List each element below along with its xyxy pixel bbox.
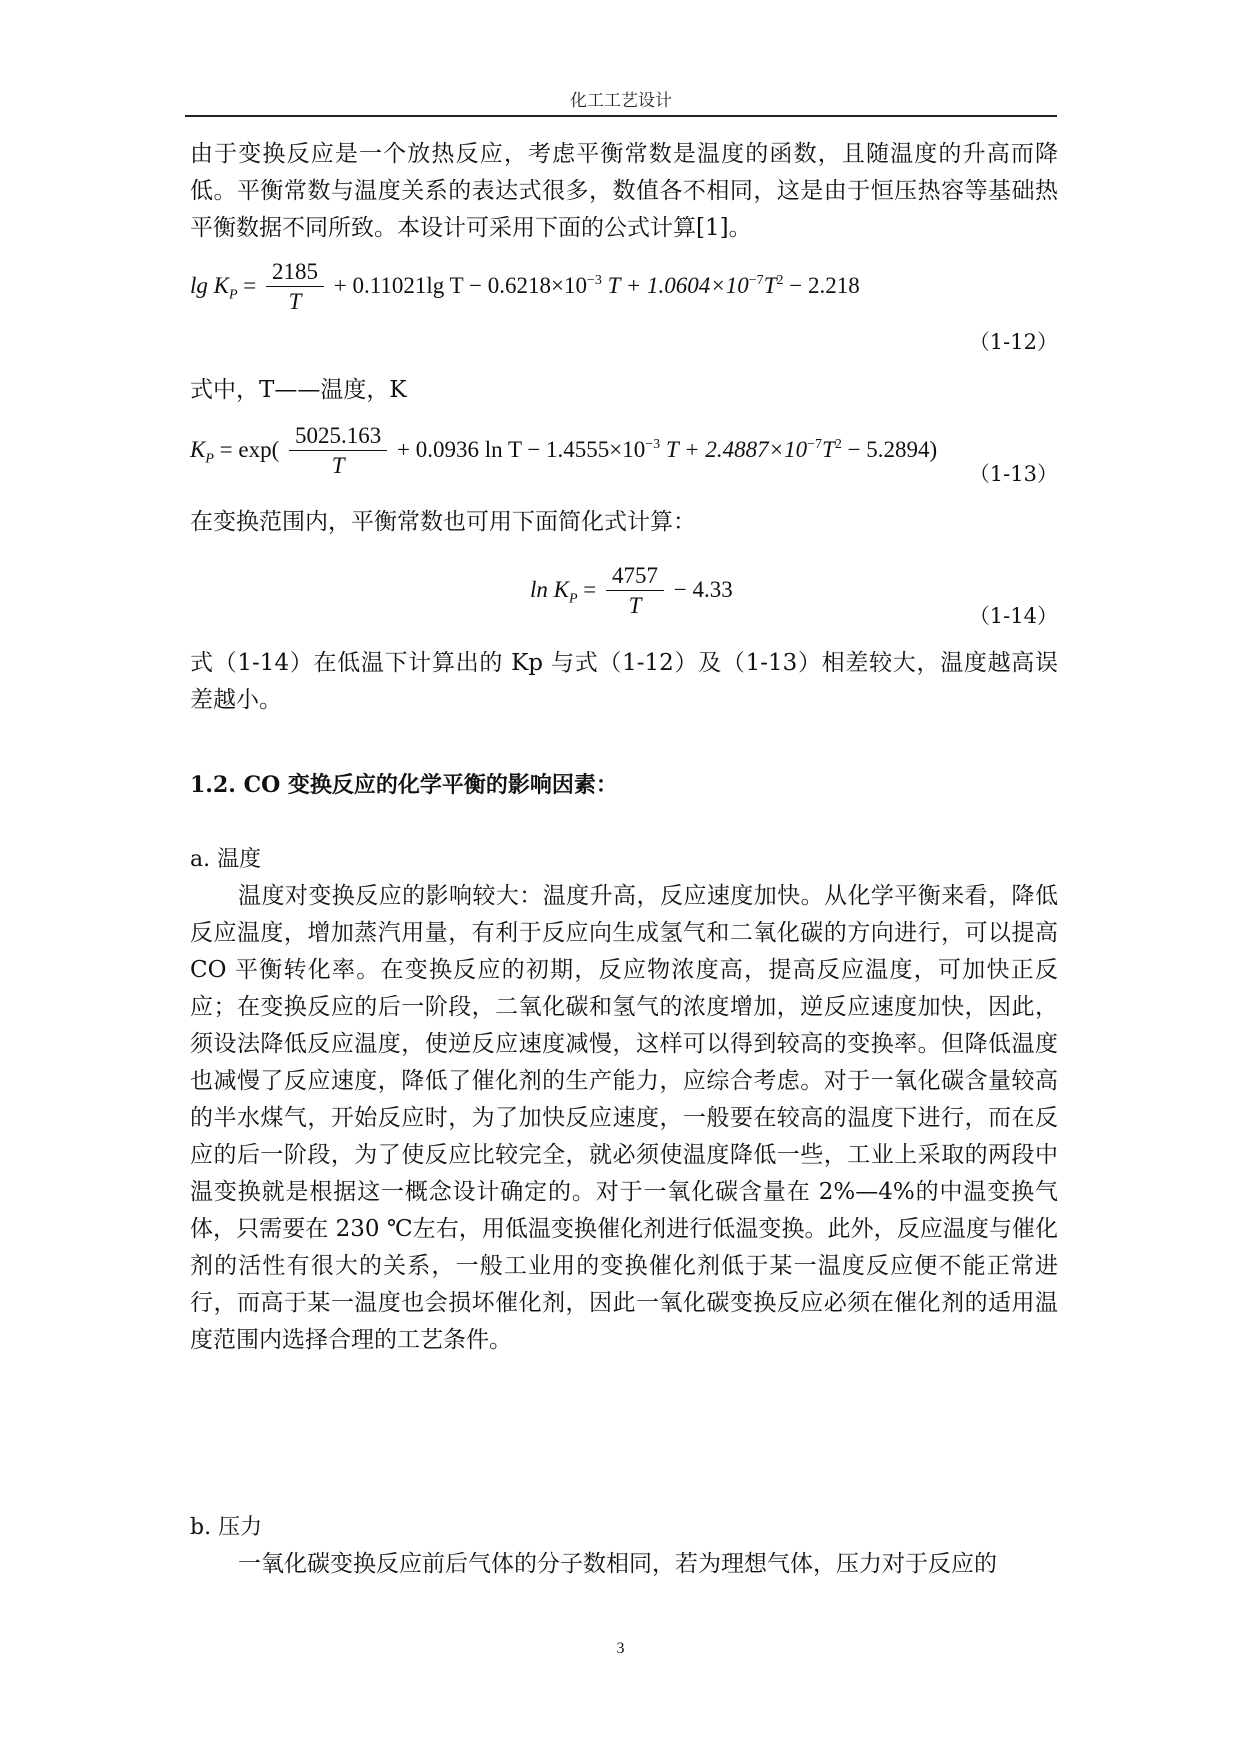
equation-1-14	[530, 562, 733, 621]
eq3-denominator: T	[628, 593, 642, 618]
page-number: 3	[616, 1640, 625, 1657]
eq3-tail: − 4.33	[673, 576, 733, 602]
eq2-t1: T + 2.4887×10	[665, 436, 808, 462]
eq1-rest: + 0.11021lg T − 0.6218×10	[333, 272, 587, 298]
eq1-fraction	[266, 258, 324, 317]
eq3-op: =	[583, 576, 597, 602]
header-rule	[185, 115, 1057, 117]
eq2-denominator: T	[331, 453, 345, 478]
eq1-op: =	[243, 272, 257, 298]
eq1-exp3: 2	[776, 273, 784, 289]
eq2-exp3: 2	[834, 437, 842, 453]
eq2-exp1: −3	[645, 437, 661, 453]
page-header: 化工工艺设计	[570, 91, 672, 111]
eq1-t2: T	[763, 272, 777, 298]
eq3-lhs-sub: P	[568, 591, 578, 607]
equation-1-13	[190, 422, 937, 481]
eq2-t2: T	[822, 436, 835, 462]
eq2-tail: − 5.2894)	[847, 436, 938, 462]
equation-number-1-12: （1-12）	[968, 330, 1058, 354]
eq2-exp2: −7	[807, 437, 823, 453]
item-label-temperature: a. 温度	[190, 847, 262, 872]
item-label-pressure: b. 压力	[190, 1515, 263, 1540]
eq1-exp2: −7	[748, 273, 764, 289]
eq1-note: 式中，T——温度，K	[190, 377, 407, 403]
pressure-paragraph: 一氧化碳变换反应前后气体的分子数相同，若为理想气体，压力对于反应的	[238, 1551, 997, 1577]
eq2-lhs: K	[190, 436, 206, 462]
equation-number-1-14: （1-14）	[968, 604, 1058, 628]
eq2-lhs-sub: P	[205, 451, 214, 467]
eq1-lhs: lg K	[190, 272, 229, 298]
eq2-op: = exp(	[219, 436, 280, 462]
eq1-denominator: T	[288, 289, 302, 314]
eq3-note: 式（1-14）在低温下计算出的 Kp 与式（1-12）及（1-13）相差较大，温度越高误差越小。	[190, 650, 1058, 713]
eq1-exp1: −3	[586, 273, 602, 289]
eq2-rest: + 0.0936 ln T − 1.4555×10	[397, 436, 646, 462]
eq1-tail: − 2.218	[789, 272, 860, 298]
eq1-lhs-sub: P	[228, 287, 238, 303]
eq3-fraction	[606, 562, 664, 621]
eq1-numerator: 2185	[266, 258, 324, 287]
eq3-lhs: ln K	[530, 576, 569, 602]
simplified-intro: 在变换范围内，平衡常数也可用下面简化式计算：	[190, 509, 696, 535]
eq1-t1: T + 1.0604×10	[607, 272, 749, 298]
eq2-fraction	[289, 422, 387, 481]
eq2-numerator: 5025.163	[289, 422, 387, 451]
equation-number-1-13: （1-13）	[968, 462, 1058, 486]
section-heading: 1.2. CO 变换反应的化学平衡的影响因素：	[190, 772, 618, 798]
intro-paragraph: 由于变换反应是一个放热反应，考虑平衡常数是温度的函数，且随温度的升高而降低。平衡常数与温度关系的表达式很多，数值各不相同，这是由于恒压热容等基础热平衡数据不同所致。本设计可采用下面的公式计算[1]。	[190, 141, 1058, 241]
equation-1-12	[190, 258, 860, 317]
eq3-numerator: 4757	[606, 562, 664, 591]
temperature-paragraph: 温度对变换反应的影响较大：温度升高，反应速度加快。从化学平衡来看，降低反应温度，增加蒸汽用量，有利于反应向生成氢气和二氧化碳的方向进行，可以提高 CO 平衡转化率。在变换反应的初期，反应物浓度高，提高反应温度，可加快正反应；在变换反应的后一阶段，二氧化碳和氢气的浓度增加，逆反应速度加快，因此，须设法降低反应温度，使逆反应速度减慢，这样可以得到较高的变换率。但降低温度也减慢了反应速度，降低了催化剂的生产能力，应综合考虑。对于一氧化碳含量较高的半水煤气，开始反应时，为了加快反应速度，一般要在较高的温度下进行，而在反应的后一阶段，为了使反应比较完全，就必须使温度降低一些，工业上采取的两段中温变换就是根据这一概念设计确定的。对于一氧化碳含量在 2%—4%的中温变换气体，只需要在 230 ℃左右，用低温变换催化剂进行低温变换。此外，反应温度与催化剂的活性有很大的关系，一般工业用的变换催化剂低于某一温度反应便不能正常进行，而高于某一温度也会损坏催化剂，因此一氧化碳变换反应必须在催化剂的适用温度范围内选择合理的工艺条件。	[190, 883, 1058, 1353]
